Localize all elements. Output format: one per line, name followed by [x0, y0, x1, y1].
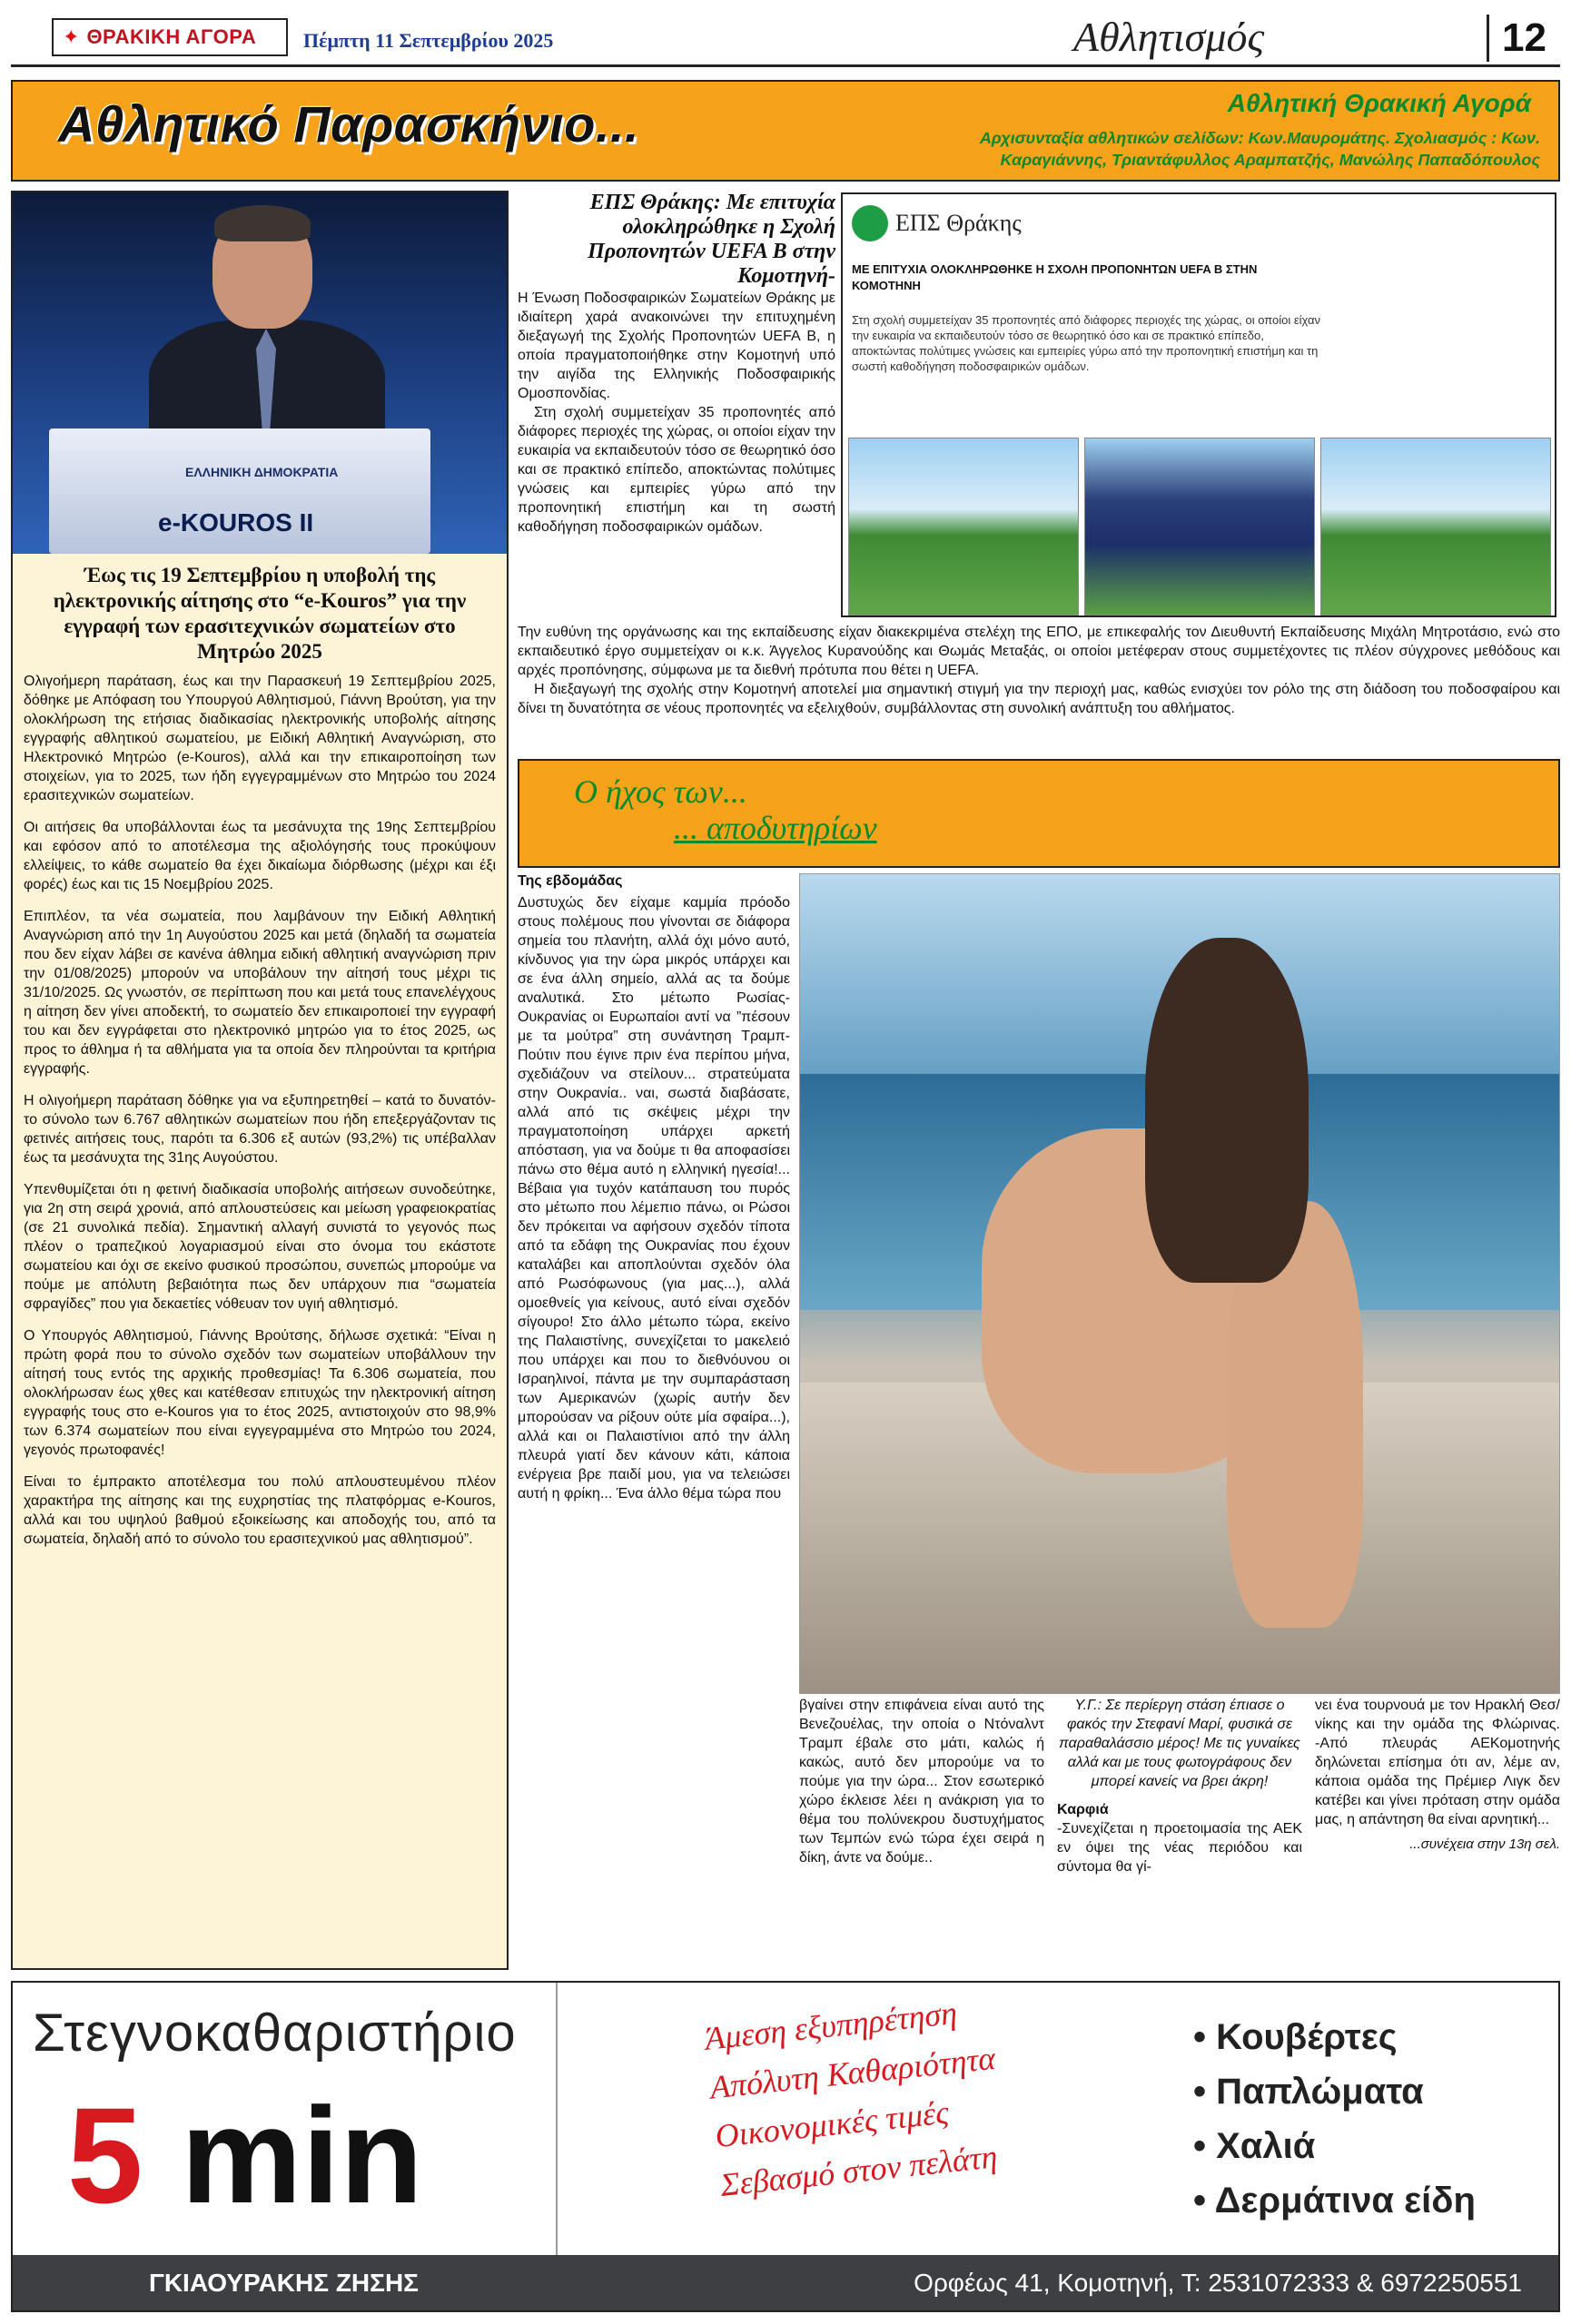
ad-service-item: • Παπλώματα [1193, 2064, 1560, 2119]
continued-note: ...συνέχεια στην 13η σελ. [1409, 1837, 1560, 1852]
newspaper-logo [52, 18, 288, 56]
podium-label: ΕΛΛΗΝΙΚΗ ΔΗΜΟΚΡΑΤΙΑ [185, 465, 339, 479]
ad-owner: ΓΚΙΑΟΥΡΑΚΗΣ ΖΗΣΗΣ [13, 2255, 558, 2310]
rumors-heading: Της εβδομάδας [518, 873, 623, 889]
ad-brand-line1: Στεγνοκαθαριστήριο [33, 2004, 517, 2063]
epo-text-column [518, 191, 835, 537]
left-article-headline: Έως τις 19 Σεπτεμβρίου η υποβολή της ηλεκτρονικής αίτησης στο “e-Kouros” για την εγγραφή των ερασιτεχνικών σωματείων στο Μητρώο 2025 [53, 564, 467, 663]
left-paragraph: Είναι το έμπρακτο αποτέλεσμα του πολύ απλουστευμένου πλέον χαρακτήρα της αίτησης και της ευχρηστίας της πλατφόρμας e-Kouros, αλλά και του υψηλού βαθμού εξοικείωσης και αποδοχής του, από τα σωματεία, δηλαδή από το σύνολο του ερασιτεχνικού μας αθλητισμού”. [24, 1474, 496, 1547]
photo-podium [49, 428, 430, 554]
beach-model-photo [799, 873, 1560, 1694]
section-name: Αθλητισμός [1073, 14, 1265, 60]
left-article-body [13, 554, 507, 1968]
rumors-bottom-col-3 [1315, 1696, 1560, 1854]
epo-article [518, 191, 1560, 753]
left-paragraph: Ολιγοήμερη παράταση, έως και την Παρασκευή 19 Σεπτεμβρίου 2025, δόθηκε με Απόφαση του Υπουργού Αθλητισμού, Γιάννη Βρούτση, για την ολοκλήρωση της ετήσιας διαδικασίας ηλεκτρονικής υποβολής αίτησης εγγραφής αθλητικού σωματείου, με Ειδική Αθλητική Αναγνώριση, στο Ηλεκτρονικό Μητρώο (e-Kouros), αλλά και την επικαιροποίηση των στοιχείων, για το 2025, των ήδη εγγεγραμμένων στο Μητρώο του 2024 ερασιτεχνικών σωματείων. [24, 674, 496, 803]
rumors-title-line1: Ο ήχος των... [574, 773, 747, 810]
rumors-bottom-col-1 [799, 1696, 1044, 1867]
ad-slogan: Απόλυτη Καθαριότητα [707, 2039, 997, 2106]
banner-brand: Αθλητική Θρακική Αγορά [1227, 89, 1531, 117]
rumors-title [574, 773, 877, 846]
epo-paragraph: Στη σχολή συμμετείχαν 35 προπονητές από διάφορες περιοχές της χώρας, οι οποίοι είχαν την ευκαιρία να εκπαιδευτούν τόσο σε θεωρητικό όσο και σε πρακτικό επίπεδο, αποκτώντας πολύτιμες γνώσεις και εμπειρίες γύρω από την προπονητική επιστήμη και τη σωστή καθοδήγηση ποδοσφαιρικών ομάδων. [518, 405, 835, 535]
event-logo: e-KOUROS II [158, 508, 314, 537]
page-header [11, 13, 1560, 67]
dry-cleaner-ad [11, 1981, 1560, 2312]
eps-logo-icon [852, 205, 888, 241]
banner-title: Αθλητικό Παρασκήνιο... [58, 95, 639, 153]
left-paragraph: Υπενθυμίζεται ότι η φετινή διαδικασία υποβολής αιτήσεων συνοδεύτηκε, για 2η στη σειρά χρονιά, από απλουστεύσεις και μείωση γραφειοκρατίας (σε 21 συνολικά πεδία). Σημαντική αλλαγή συνιστά το γεγονός πως πλέον ο τραπεζικού λογαριασμού είναι στο όνομα του εκάστοτε σωματείου και όχι σε εκείνο φυσικού προσώπου, συνεπώς μπορούμε να πούμε με απόλυτη βεβαιότητα πως δεν υπάρχουν πια “σωματεία σφραγίδες” που για δεκαετίες νόθευαν τον υγιή αθλητισμό. [24, 1182, 496, 1312]
ad-service-item: • Δερμάτινα είδη [1193, 2173, 1560, 2228]
karfia-text: -Συνεχίζεται η προετοιμασία της ΑΕΚ εν όψει της νέας περιόδου και σύντομα θα γί- [1057, 1821, 1302, 1875]
photo-caption: Υ.Γ.: Σε περίεργη στάση έπιασε ο φακός την Στεφανί Μαρί, φυσικά σε παραθαλάσσιο μέρος! Με τις γυναίκες αλλά και με τους φωτογράφους δεν μπορεί κανείς να βρει άκρη! [1059, 1698, 1300, 1789]
minister-photo [13, 192, 507, 554]
issue-date: Πέμπτη 11 Σεπτεμβρίου 2025 [303, 29, 554, 52]
epo-wide-paragraph: Την ευθύνη της οργάνωσης και της εκπαίδευσης είχαν διακεκριμένα στελέχη της ΕΠΟ, με επικεφαλής τον Διευθυντή Εκπαίδευσης Μιχάλη Μητροτάσιο, ενώ στο εκπαιδευτικό έργο συμμετείχαν οι κ.κ. Άγγελος Κυρανούδης και Θωμάς Μεταξάς, οι οποίοι μετέφεραν στους συμμετέχοντες τις πλέον σύγχρονες μεθόδους και αρχές προπόνησης, σύμφωνα με τα διεθνή πρότυπα που θέτει η UEFA. [518, 625, 1560, 678]
epo-image-title: ΜΕ ΕΠΙΤΥΧΙΑ ΟΛΟΚΛΗΡΩΘΗΚΕ Η ΣΧΟΛΗ ΠΡΟΠΟΝΗΤΩΝ UEFA B ΣΤΗΝ ΚΟΜΟΤΗΝΗ [852, 262, 1258, 292]
banner-credits: Αρχισυνταξία αθλητικών σελίδων: Κων.Μαυρομάτης. Σχολιασμός : Κων. Καραγιάννης, Τριαντάφυλλος Αραμπατζής, Μανώλης Παπαδόπουλος [979, 129, 1540, 169]
left-paragraph: Οι αιτήσεις θα υποβάλλονται έως τα μεσάνυχτα της 19ης Σεπτεμβρίου και εφόσον από το αποτέλεσμα της αξιολόγησής τους προκύψουν ελλείψεις, το κάθε σωματείο θα έχει δικαίωμα διόρθωσης (μέχρι και έξι φορές) έως και τις 15 Νοεμβρίου 2025. [24, 820, 496, 892]
ad-services-list [1157, 1983, 1560, 2255]
epo-lead: Η Ένωση Ποδοσφαιρικών Σωματείων Θράκης με ιδιαίτερη χαρά ανακοινώνει την επιτυχημένη διεξαγωγή της Σχολής Προπονητών UEFA B, η οποία πραγματοποιήθηκε στην Κομοτηνή υπό την αιγίδα της Ελληνικής Ποδοσφαιρικής Ομοσπονδίας. [518, 290, 835, 401]
left-paragraph: Επιπλέον, τα νέα σωματεία, που λαμβάνουν την Ειδική Αθλητική Αναγνώριση από την 1η Αυγούστου 2025 και μετά (δηλαδή τα σωματεία που δεν είχαν λάβει σε κανένα άθλημα ειδική αθλητική αναγνώριση πριν την 01/08/2025) μπορούν να υποβάλουν την αίτησή τους μέχρι τις 31/10/2025. Ως γνωστόν, σε περίπτωση που και μετά τους επανελέγχους η αίτηση δεν γίνει αποδεκτή, το σωματείο δεν επικαιροποιεί την εγγραφή του και δεν εγγράφεται στο ηλεκτρονικό μητρώο για το έτος 2025, ως προς το άθλημα ή τα αθλήματα για τα οποία δεν πληρούνται τα κριτήρια εγγραφής. [24, 909, 496, 1077]
logo-text: ΘΡΑΚΙΚΗ ΑΓΟΡΑ [86, 25, 257, 48]
training-photo [848, 438, 1079, 615]
rumors-bottom-columns [799, 1696, 1560, 1968]
section-banner [11, 80, 1560, 182]
rumors-title-line2: ... αποδυτηρίων [674, 810, 877, 846]
left-paragraph: Η ολιγοήμερη παράταση δόθηκε για να εξυπηρετηθεί – κατά το δυνατόν- το σύνολο των 6.767 αθλητικών σωματείων που ήδη επεξεργάζονταν τις φετινές αιτήσεις τους, παρότι τα 6.306 εξ αυτών (93,2%) τις υπέβαλλαν έως τα μεσάνυχτα της 31ης Αυγούστου. [24, 1093, 496, 1166]
ad-slogan: Σεβασμό στον πελάτη [718, 2138, 1000, 2203]
epo-press-image [841, 192, 1556, 617]
epo-wide-paragraph: Η διεξαγωγή της σχολής στην Κομοτηνή αποτελεί μια σημαντική στιγμή για την περιοχή μας, καθώς ενισχύει τον ρόλο της στη διάδοση του ποδοσφαίρου και δίνει τη δυνατότητα σε νέους προπονητές να εξελιχθούν, συμβάλλοντας στη συνολική ανάπτυξη του αθλήματος. [518, 682, 1560, 716]
left-paragraph: Ο Υπουργός Αθλητισμού, Γιάννης Βρούτσης, δήλωσε σχετικά: “Είναι η πρώτη φορά που το σύνολο σχεδόν των σωματείων υποβάλλουν την αίτησή τους εντός της αρχικής προθεσμίας! Τα 6.306 σωματεία, που ολοκλήρωσαν έως χθες και κατέθεσαν επιτυχώς την ηλεκτρονική αίτηση εγγραφής τους στο e-Kouros για το έτος 2025, αντιστοιχούν στο 98,9% των 6.374 σωματείων που είναι εγγεγραμμένα στο Μητρώο του 2024, γεγονός πρωτοφανές! [24, 1328, 496, 1458]
ad-brand-line2 [67, 2078, 423, 2232]
eps-thrakis-logo [852, 205, 1022, 241]
ad-brand-number: 5 [67, 2079, 143, 2231]
rumors-bottom-text: νει ένα τουρνουά με τον Ηρακλή Θεσ/νίκης και την ομάδα της Φλώρινας. -Από πλευράς ΑΕΚομοτηνής δηλώνεται επίσημα ότι αν, λέμε αν, κάποια ομάδα της Πρέμιερ Λιγκ δεν κατέβει και γίνει πρόταση στην ομάδα μας, η απάντηση θα είναι αρνητική... [1315, 1698, 1560, 1827]
rumors-text: Δυστυχώς δεν είχαμε καμμία πρόοδο στους πολέμους που γίνονται σε διάφορα σημεία του πλανήτη, αλλά όχι μόνο αυτό, κίνδυνος για την ώρα μικρός υπάρχει και σε ένα άλλη σημείο, αλλά ας τα δούμε αναλυτικά. Στο μέτωπο Ρωσίας- Ουκρανίας οι Ευρωπαίοι αντί να ”πέσουν με τα μούτρα” στη συνάντηση Τραμπ-Πούτιν που έγινε πριν ένα περίπου μήνα, σχεδιάζουν να στείλουν... στρατεύματα στην Ουκρανία.. ναι, σωστά διαβάσατε, αλλά από τις σκέψεις μέχρι την πραγματοποίηση υπάρχει αρκετή απόσταση, για να δούμε τι θα αποφασίσει πάνω στο θέμα αυτό η ελληνική ηγεσία!... Βέβαια για τυχόν κατάπαυση του πυρός στο μέτωπο που λέμεπιο πάνω, οι Ρώσοι δεν πρόκειται να αφήσουν σχεδόν τίποτα από τα εδάφη της Ουκρανίας που έχουν καταλάβει και αποπλούνται σχεδόν όλα από Ρωσόφωνους (για μας...), αλλά ομοεθνείς για κείνους, αυτό είναι σχεδόν σίγουρο! Στο άλλο μέτωπο τώρα, εκείνο της Παλαιστίνης, συνεχίζεται το μακελειό που υπάρχει και που το διεθνόυνου οι Ισραηλινοί, πάντα με την συμπαράσταση των Αμερικανών (χωρίς αυτήν δεν μπορούσαν να ρίξουν ούτε μία σφαίρα...), αλλά και οι Παλαιστίνιοι από την άλλη πλευρά γιατί δεν κάνουν κάτι, κάποια ενέργεια βρε παιδί μου, για να τελειώσει αυτή η φρίκη... Ένα άλλο θέμα τώρα που [518, 895, 790, 1502]
ad-brand-word: min [181, 2079, 423, 2231]
photo-person-hair [214, 205, 311, 241]
ad-slogan-block [558, 1983, 1157, 2255]
rumors-bottom-text: βγαίνει στην επιφάνεια είναι αυτό της Βενεζουέλας, την οποία ο Ντόναλντ Τραμπ έβαλε στο μάτι, καλώς ή κακώς, αυτό δεν μπορούμε να το πούμε για την ώρα... Στον εσωτερικό χώρο έκλεισε λέει η ανάκριση για το θέμα του πολύνεκρου δυστυχήματος των Τεμπών ενώ τώρα έχει σειρά η δίκη, άντε να δούμε.. [799, 1698, 1044, 1866]
epo-wide-text [518, 623, 1560, 718]
eps-logo-text: ΕΠΣ Θράκης [895, 210, 1022, 236]
field-photo [1320, 438, 1551, 615]
ad-address: Ορφέως 41, Κομοτηνή, Τ: 2531072333 & 6972250551 [558, 2255, 1558, 2310]
ad-slogan: Οικονομικές τιμές [713, 2093, 951, 2155]
epo-image-text: Στη σχολή συμμετείχαν 35 προπονητές από διάφορες περιοχές της χώρας, οι οποίοι είχαν την ευκαιρία να εκπαιδευτούν τόσο σε θεωρητικό όσο και σε πρακτικό επίπεδο, αποκτώντας πολύτιμες γνώσεις και εμπειρίες γύρω από την προπονητική επιστήμη και τη σωστή καθοδήγηση ποδοσφαιρικών ομάδων. [852, 313, 1321, 373]
rumors-bottom-col-2 [1057, 1696, 1302, 1876]
karfia-heading: Καρφιά [1057, 1802, 1109, 1817]
ad-service-item: • Κουβέρτες [1193, 2010, 1560, 2064]
group-photo [1084, 438, 1315, 615]
ad-slogans [703, 1984, 1008, 2210]
thrace-map-icon: ✦ [63, 25, 80, 48]
ad-brand-block [13, 1983, 558, 2255]
ad-service-item: • Χαλιά [1193, 2119, 1560, 2173]
left-article [11, 191, 509, 1970]
page-number: 12 [1487, 15, 1559, 62]
rumors-column [518, 873, 790, 1970]
photo-figure-hair [1145, 938, 1309, 1283]
rumors-banner [518, 759, 1560, 868]
epo-title: ΕΠΣ Θράκης: Με επιτυχία ολοκληρώθηκε η Σχολή Προπονητών UEFA B στην Κομοτηνή- [588, 191, 835, 288]
ad-slogan: Άμεση εξυπηρέτηση [703, 1994, 959, 2057]
